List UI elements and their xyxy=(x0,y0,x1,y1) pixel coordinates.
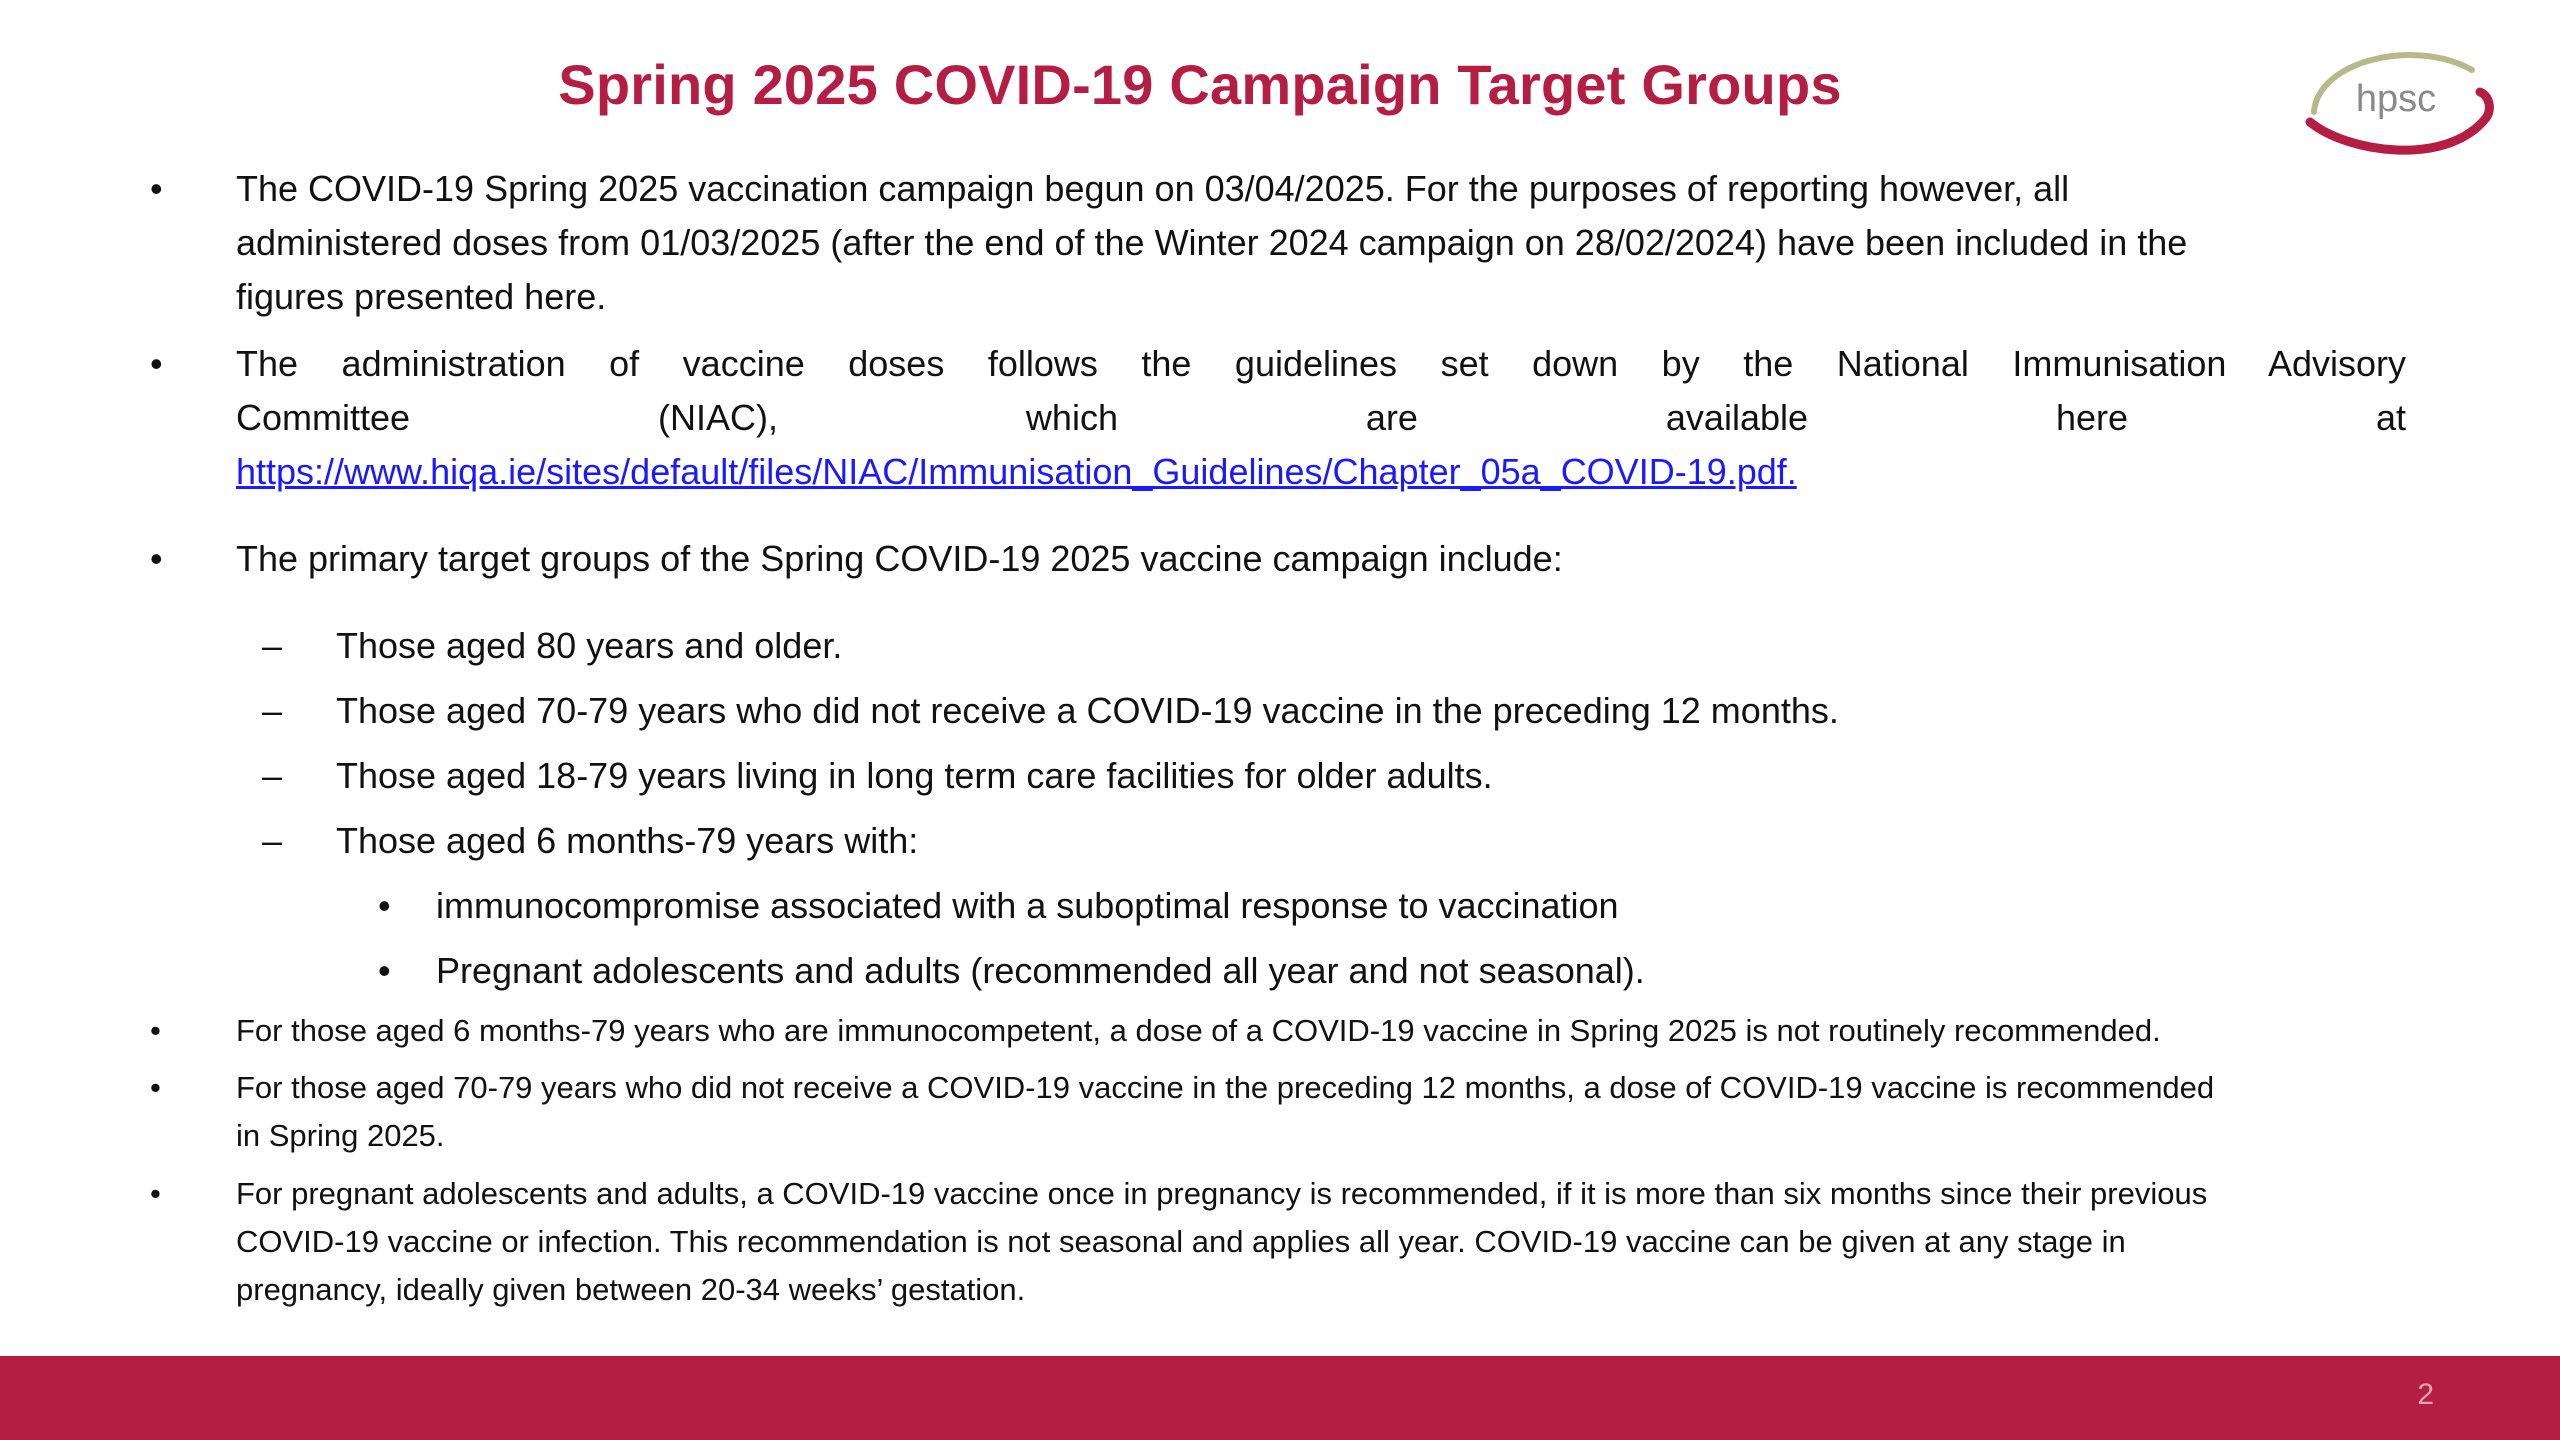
bullet-icon: • xyxy=(150,1176,161,1211)
bullet-text xyxy=(236,337,2406,445)
note-text xyxy=(236,1170,2406,1314)
bullet-icon: • xyxy=(150,168,163,209)
text-line: in Spring 2025. xyxy=(236,1118,445,1153)
bullet-text xyxy=(236,162,2406,324)
text-line: For pregnant adolescents and adults, a COVID-19 vaccine once in pregnancy is recommended, if it is more than six months since their previous xyxy=(236,1176,2208,1211)
text-line: COVID-19 vaccine or infection. This recommendation is not seasonal and applies all year. COVID-19 vaccine can be given at any stage in xyxy=(236,1224,2126,1259)
text-line: For those aged 70-79 years who did not receive a COVID-19 vaccine in the preceding 12 months, a dose of COVID-19 vaccine is recommended xyxy=(236,1070,2215,1105)
bullet-icon: • xyxy=(150,1070,161,1105)
bullet-icon: • xyxy=(378,950,391,991)
footer-bar xyxy=(0,1356,2560,1440)
sub-sub-bullet-text: immunocompromise associated with a suboptimal response to vaccination xyxy=(436,885,1619,926)
text-line: administered doses from 01/03/2025 (after the end of the Winter 2024 campaign on 28/02/2024) have been included in the xyxy=(236,222,2188,263)
bullet-icon: • xyxy=(150,343,163,384)
bullet-link-line xyxy=(236,445,2406,499)
page-number: 2 xyxy=(2417,1378,2434,1411)
bullet-icon: • xyxy=(150,538,163,579)
sub-bullet-text: Those aged 80 years and older. xyxy=(336,625,843,666)
text-line: figures presented here. xyxy=(236,276,607,317)
text-line: The administration of vaccine doses follows the guidelines set down by the National Immunisation Advisory xyxy=(236,343,2406,384)
dash-icon: – xyxy=(262,625,283,666)
sub-sub-bullet-text: Pregnant adolescents and adults (recommended all year and not seasonal). xyxy=(436,950,1645,991)
sub-bullet-text: Those aged 70-79 years who did not receive a COVID-19 vaccine in the preceding 12 months. xyxy=(336,690,1839,731)
text-line: pregnancy, ideally given between 20-34 weeks’ gestation. xyxy=(236,1272,1026,1307)
dash-icon: – xyxy=(262,690,283,731)
note-text: For those aged 6 months-79 years who are immunocompetent, a dose of a COVID-19 vaccine in Spring 2025 is not routinely recommended. xyxy=(236,1013,2161,1048)
niac-guidelines-link[interactable]: https://www.hiqa.ie/sites/default/files/NIAC/Immunisation_Guidelines/Chapter_05a_COVID-19.pdf. xyxy=(236,451,1797,492)
bullet-icon: • xyxy=(150,1013,161,1048)
sub-bullet-text: Those aged 18-79 years living in long term care facilities for older adults. xyxy=(336,755,1493,796)
note-text xyxy=(236,1064,2406,1160)
hpsc-logo xyxy=(2296,40,2496,170)
bullet-icon: • xyxy=(378,885,391,926)
bullet-text: The primary target groups of the Spring COVID-19 2025 vaccine campaign include: xyxy=(236,538,1563,579)
slide-title: Spring 2025 COVID-19 Campaign Target Groups xyxy=(558,53,1842,116)
logo-text: hpsc xyxy=(2355,78,2437,120)
dash-icon: – xyxy=(262,820,283,861)
text-line: The COVID-19 Spring 2025 vaccination campaign begun on 03/04/2025. For the purposes of reporting however, all xyxy=(236,168,2070,209)
text-line: Committee (NIAC), which are available here at xyxy=(236,397,2406,438)
sub-bullet-text: Those aged 6 months-79 years with: xyxy=(336,820,919,861)
dash-icon: – xyxy=(262,755,283,796)
